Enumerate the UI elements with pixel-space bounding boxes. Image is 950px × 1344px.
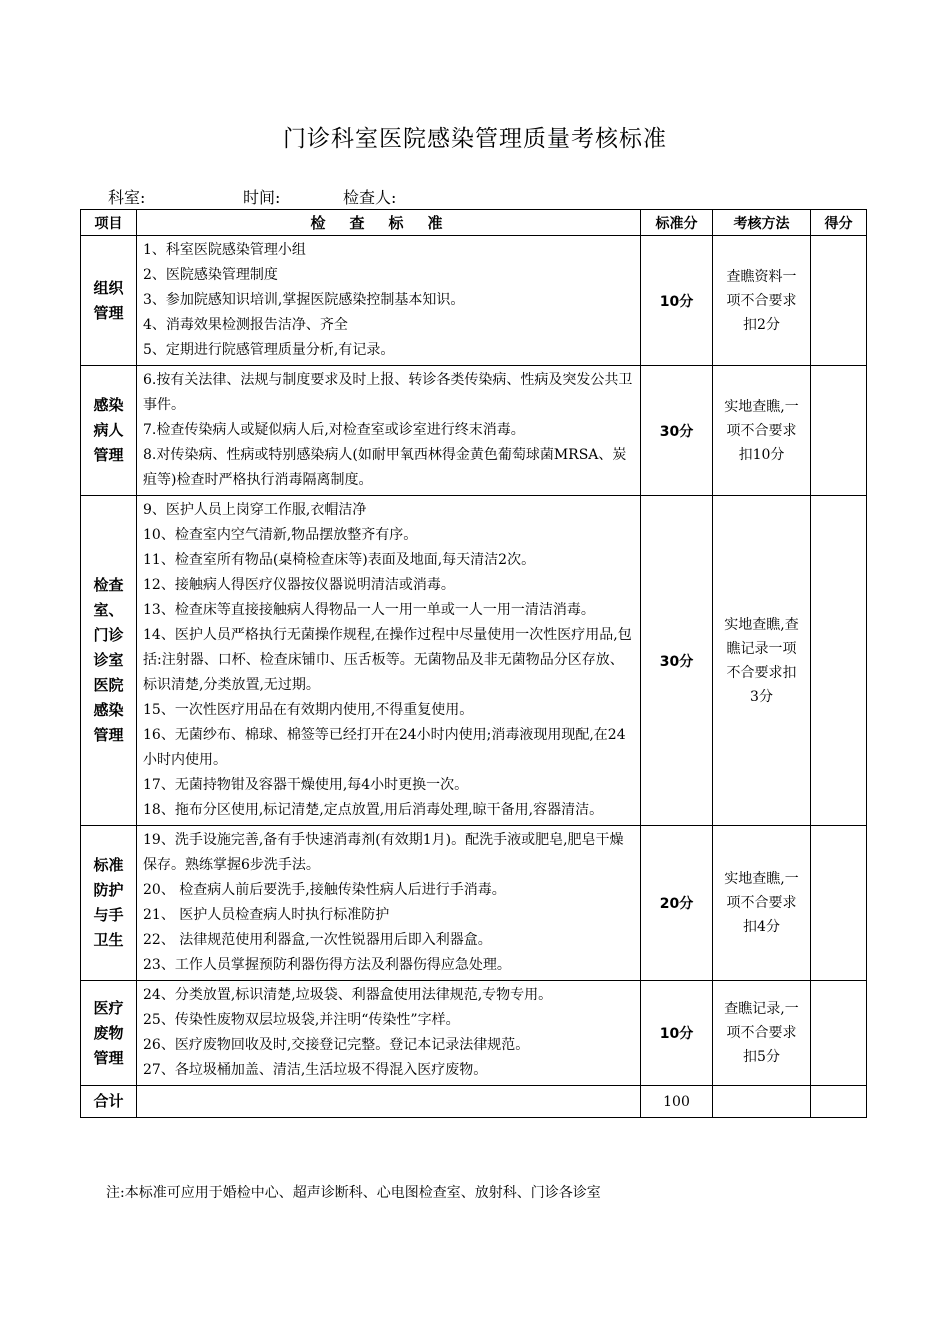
table-row <box>81 236 867 366</box>
criteria-line: 25、传染性废物双层垃圾袋,并注明“传染性”字样。 <box>143 1012 460 1028</box>
footnote: 注:本标准可应用于婚检中心、超声诊断科、心电图检查室、放射科、门诊各诊室 <box>106 1185 601 1201</box>
criteria-line: 14、医护人员严格执行无菌操作规程,在操作过程中尽量使用一次性医疗用品,包括:注射器、口杯、检查床铺巾、压舌板等。无菌物品及非无菌物品分区存放、标识清楚,分类放置,无过期。 <box>143 627 632 693</box>
form-meta <box>108 185 396 208</box>
criteria-line: 22、 法律规范使用利器盒,一次性锐器用后即入利器盒。 <box>143 932 492 948</box>
row-score: 20分 <box>641 826 713 981</box>
criteria-line: 7.检查传染病人或疑似病人后,对检查室或诊室进行终末消毒。 <box>143 422 525 438</box>
criteria-line: 27、各垃圾桶加盖、清洁,生活垃圾不得混入医疗废物。 <box>143 1062 488 1078</box>
row-score: 30分 <box>641 496 713 826</box>
criteria-line: 20、 检查病人前后要洗手,接触传染性病人后进行手消毒。 <box>143 882 506 898</box>
criteria-line: 19、洗手设施完善,备有手快速消毒剂(有效期1月)。配洗手液或肥皂,肥皂干燥保存。熟练掌握6步洗手法。 <box>143 832 624 873</box>
dept-label: 科室: <box>108 188 146 207</box>
page-title: 门诊科室医院感染管理质量考核标准 <box>283 126 667 152</box>
row-criteria <box>137 366 641 496</box>
total-label: 合计 <box>81 1086 137 1118</box>
table-row <box>81 981 867 1086</box>
row-item: 医疗废物管理 <box>81 981 137 1086</box>
row-method: 实地查瞧,查瞧记录一项不合要求扣3分 <box>713 496 811 826</box>
row-points-empty <box>811 826 867 981</box>
header-row <box>81 210 867 236</box>
criteria-line: 10、检查室内空气清新,物品摆放整齐有序。 <box>143 527 418 543</box>
header-method: 考核方法 <box>713 210 811 236</box>
time-label: 时间: <box>243 188 281 207</box>
criteria-line: 16、无菌纱布、棉球、棉签等已经打开在24小时内使用;消毒液现用现配,在24小时内使用。 <box>143 727 626 768</box>
total-criteria-empty <box>137 1086 641 1118</box>
table-row <box>81 826 867 981</box>
header-points: 得分 <box>811 210 867 236</box>
total-method-empty <box>713 1086 811 1118</box>
row-method: 查瞧资料一项不合要求扣2分 <box>713 236 811 366</box>
row-score: 10分 <box>641 236 713 366</box>
criteria-line: 26、医疗废物回收及时,交接登记完整。登记本记录法律规范。 <box>143 1037 530 1053</box>
assessment-table <box>80 209 867 1118</box>
criteria-line: 15、一次性医疗用品在有效期内使用,不得重复使用。 <box>143 702 474 718</box>
row-item: 组织管理 <box>81 236 137 366</box>
row-points-empty <box>811 236 867 366</box>
row-item: 检查室、门诊诊室医院感染管理 <box>81 496 137 826</box>
row-points-empty <box>811 366 867 496</box>
row-score: 10分 <box>641 981 713 1086</box>
header-standard: 检查标准 <box>137 210 641 236</box>
row-points-empty <box>811 981 867 1086</box>
row-criteria <box>137 236 641 366</box>
row-score: 30分 <box>641 366 713 496</box>
criteria-line: 4、消毒效果检测报告洁净、齐全 <box>143 317 348 333</box>
row-method: 查瞧记录,一项不合要求扣5分 <box>713 981 811 1086</box>
table-row <box>81 366 867 496</box>
criteria-line: 5、定期进行院感管理质量分析,有记录。 <box>143 342 395 358</box>
row-method: 实地查瞧,一项不合要求扣10分 <box>713 366 811 496</box>
row-criteria <box>137 981 641 1086</box>
criteria-line: 8.对传染病、性病或特别感染病人(如耐甲氧西林得金黄色葡萄球菌MRSA、炭疽等)检查时严格执行消毒隔离制度。 <box>143 447 627 488</box>
criteria-line: 2、医院感染管理制度 <box>143 267 278 283</box>
row-points-empty <box>811 496 867 826</box>
criteria-line: 18、拖布分区使用,标记清楚,定点放置,用后消毒处理,晾干备用,容器清洁。 <box>143 802 604 818</box>
row-criteria <box>137 826 641 981</box>
table-row <box>81 496 867 826</box>
row-item: 标准防护与手卫生 <box>81 826 137 981</box>
header-score: 标准分 <box>641 210 713 236</box>
inspector-label: 检查人: <box>343 188 397 207</box>
criteria-line: 1、科室医院感染管理小组 <box>143 242 306 258</box>
criteria-line: 9、医护人员上岗穿工作服,衣帽洁净 <box>143 502 367 518</box>
criteria-line: 17、无菌持物钳及容器干燥使用,每4小时更换一次。 <box>143 777 469 793</box>
criteria-line: 13、检查床等直接接触病人得物品一人一用一单或一人一用一清洁消毒。 <box>143 602 595 618</box>
criteria-line: 23、工作人员掌握预防利器伤得方法及利器伤得应急处理。 <box>143 957 511 973</box>
total-points-empty <box>811 1086 867 1118</box>
total-row <box>81 1086 867 1118</box>
criteria-line: 3、参加院感知识培训,掌握医院感染控制基本知识。 <box>143 292 465 308</box>
criteria-line: 11、检查室所有物品(桌椅检查床等)表面及地面,每天清洁2次。 <box>143 552 536 568</box>
row-method: 实地查瞧,一项不合要求扣4分 <box>713 826 811 981</box>
criteria-line: 21、 医护人员检查病人时执行标准防护 <box>143 907 390 923</box>
row-item: 感染病人管理 <box>81 366 137 496</box>
criteria-line: 24、分类放置,标识清楚,垃圾袋、利器盒使用法律规范,专物专用。 <box>143 987 553 1003</box>
total-score: 100 <box>641 1086 713 1118</box>
criteria-line: 6.按有关法律、法规与制度要求及时上报、转诊各类传染病、性病及突发公共卫事件。 <box>143 372 633 413</box>
header-item: 项目 <box>81 210 137 236</box>
criteria-line: 12、接触病人得医疗仪器按仪器说明清洁或消毒。 <box>143 577 455 593</box>
row-criteria <box>137 496 641 826</box>
